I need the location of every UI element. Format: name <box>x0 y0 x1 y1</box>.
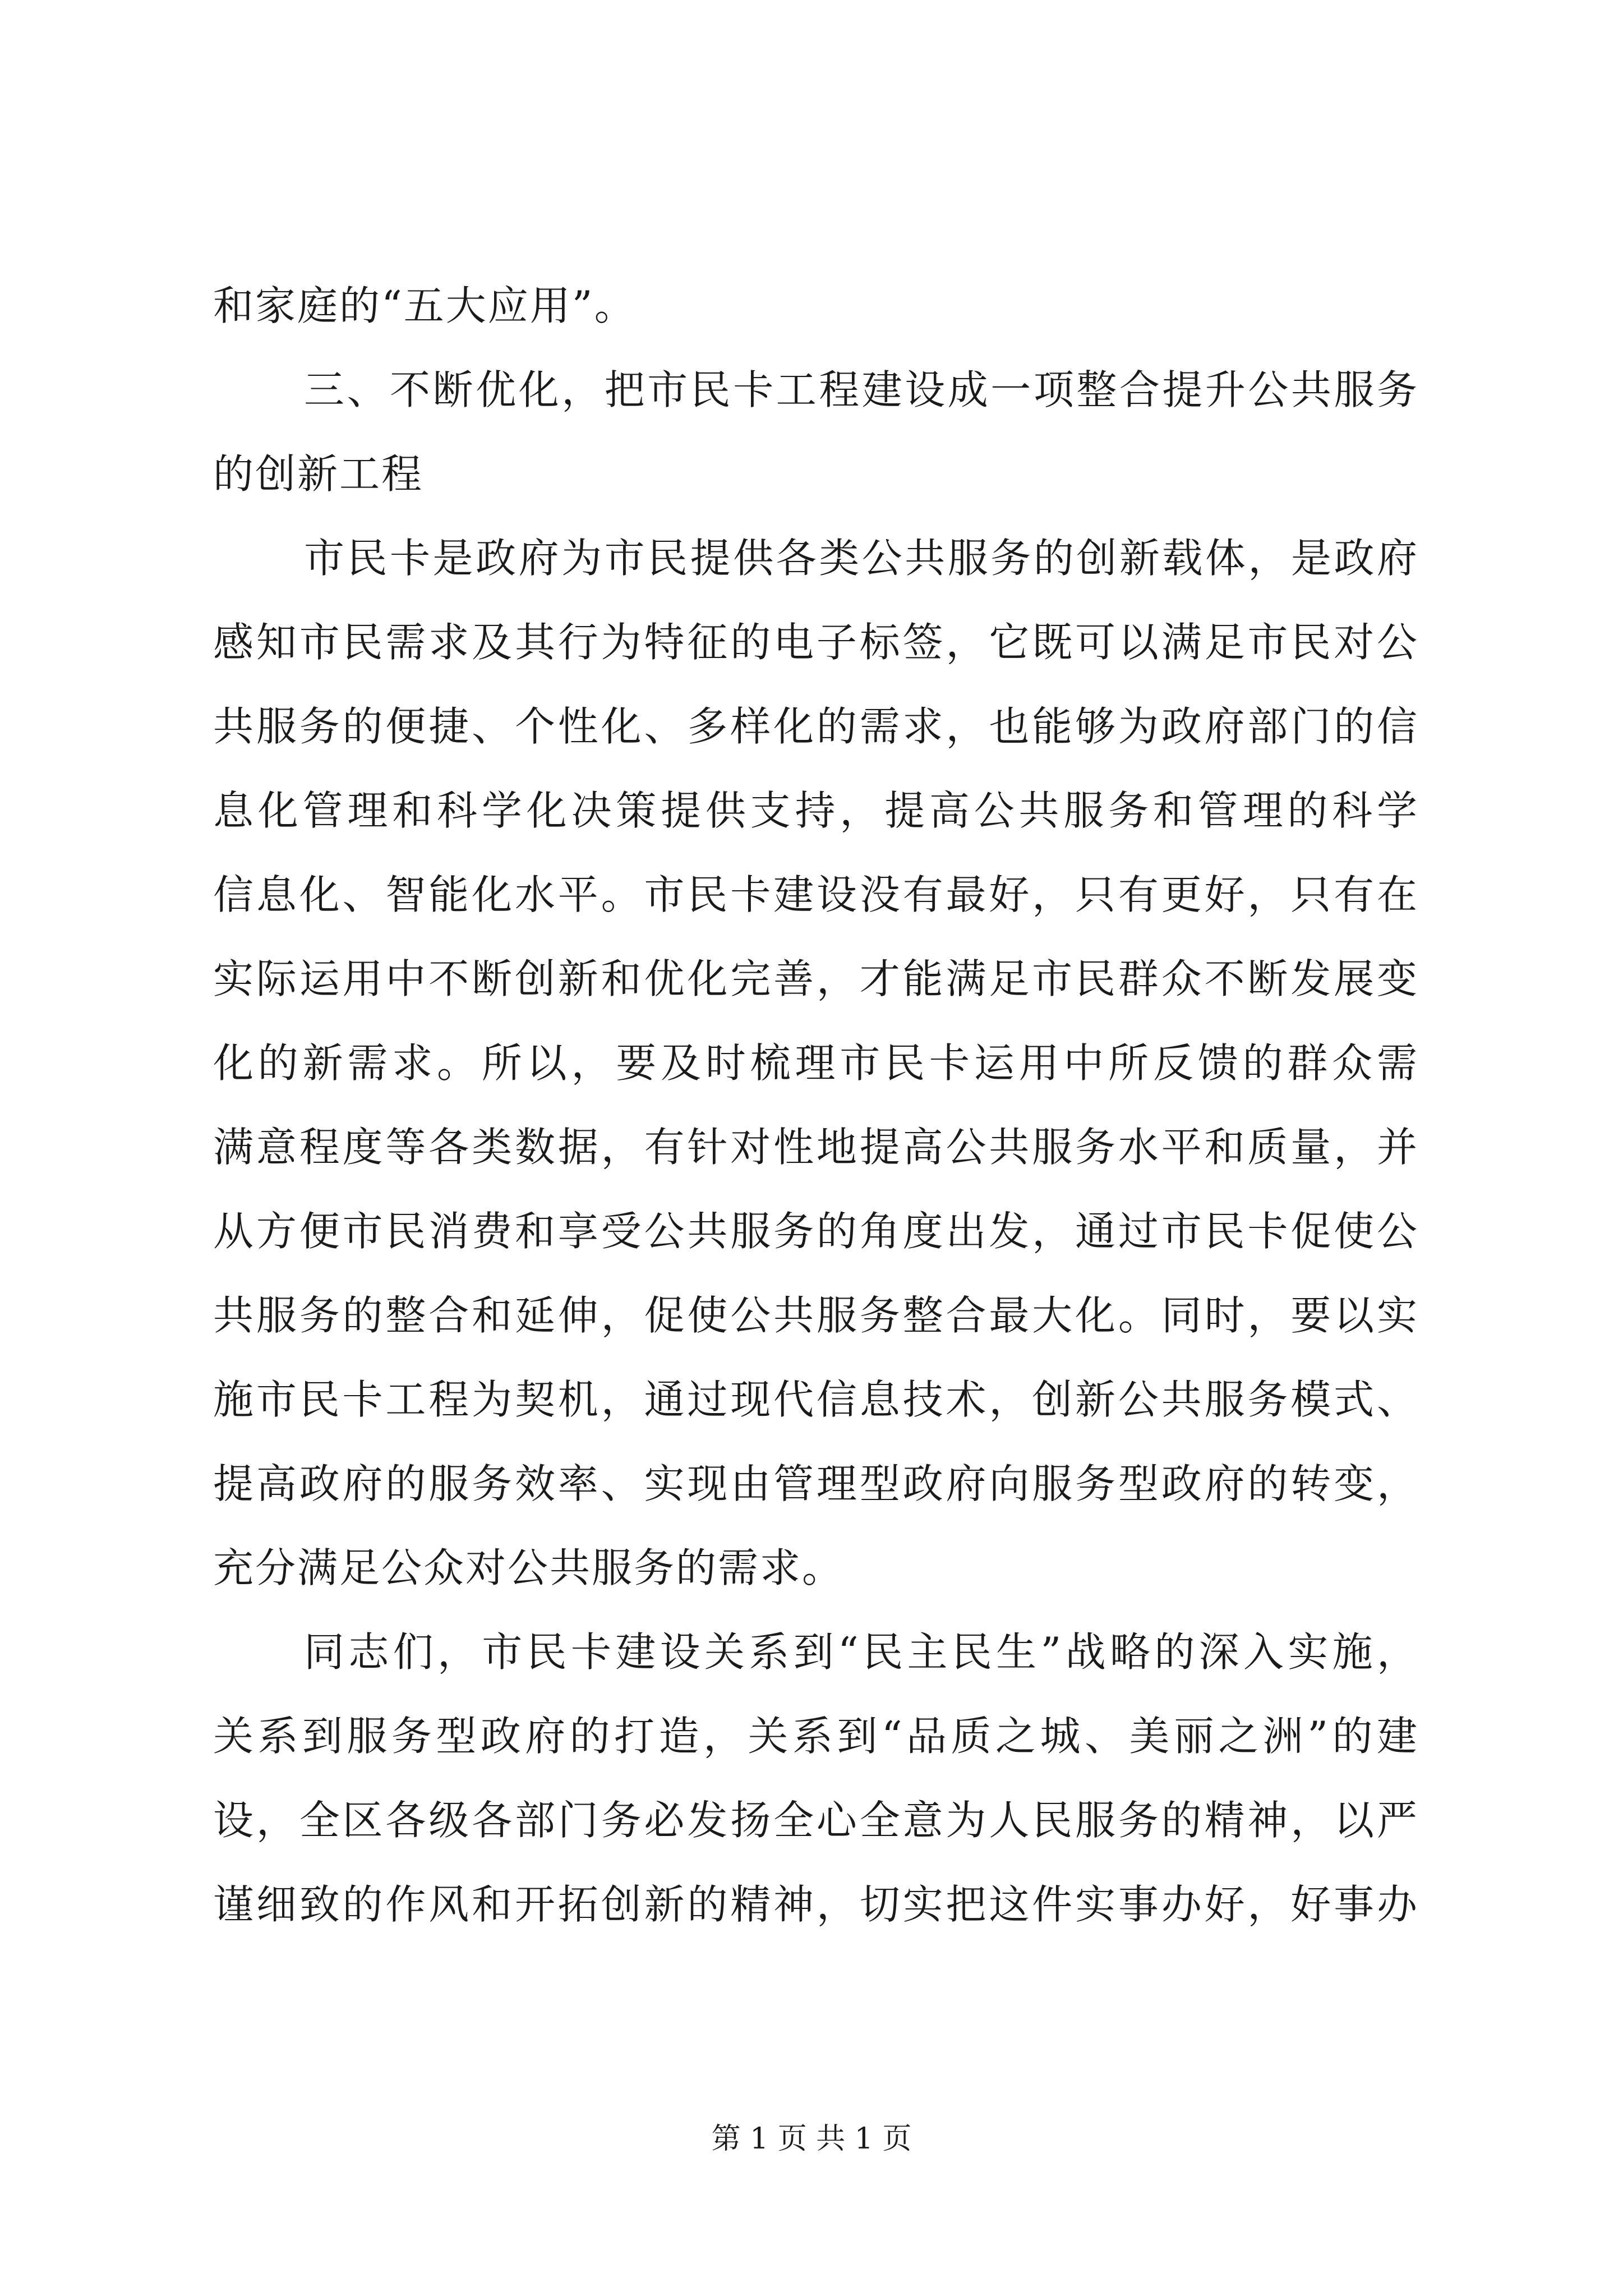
paragraph-line: 谨细致的作风和开拓创新的精神，切实把这件实事办好，好事办 <box>213 1881 1419 1928</box>
page-footer <box>0 2115 1623 2157</box>
paragraph-line: 同志们，市民卡建设关系到“民主民生”战略的深入实施， <box>304 1628 1419 1676</box>
page-number: 第 1 页 共 1 页 <box>711 2122 912 2156</box>
section-heading-line: 三、不断优化，把市民卡工程建设成一项整合提升公共服务 <box>304 366 1419 413</box>
paragraph-line: 共服务的整合和延伸，促使公共服务整合最大化。同时，要以实 <box>213 1292 1419 1339</box>
paragraph-line: 满意程度等各类数据，有针对性地提高公共服务水平和质量，并 <box>213 1124 1419 1171</box>
paragraph-line: 从方便市民消费和享受公共服务的角度出发，通过市民卡促使公 <box>213 1208 1419 1255</box>
paragraph-line: 施市民卡工程为契机，通过现代信息技术，创新公共服务模式、 <box>213 1376 1419 1423</box>
paragraph-line: 共服务的便捷、个性化、多样化的需求，也能够为政府部门的信 <box>213 703 1419 750</box>
paragraph-line: 关系到服务型政府的打造，关系到“品质之城、美丽之洲”的建 <box>213 1713 1419 1760</box>
section-heading-line: 的创新工程 <box>213 450 424 498</box>
paragraph-line: 设，全区各级各部门务必发扬全心全意为人民服务的精神，以严 <box>213 1797 1419 1844</box>
document-body <box>213 264 1419 1947</box>
paragraph-line: 市民卡是政府为市民提供各类公共服务的创新载体，是政府 <box>304 535 1419 582</box>
paragraph-line: 信息化、智能化水平。市民卡建设没有最好，只有更好，只有在 <box>213 871 1419 918</box>
paragraph-line: 息化管理和科学化决策提供支持，提高公共服务和管理的科学 <box>213 787 1419 834</box>
paragraph-line: 提高政府的服务效率、实现由管理型政府向服务型政府的转变， <box>213 1460 1419 1507</box>
paragraph-line: 感知市民需求及其行为特征的电子标签，它既可以满足市民对公 <box>213 619 1419 666</box>
paragraph-line: 和家庭的“五大应用”。 <box>213 282 637 329</box>
paragraph-line: 实际运用中不断创新和优化完善，才能满足市民群众不断发展变 <box>213 955 1419 1002</box>
paragraph-line: 化的新需求。所以，要及时梳理市民卡运用中所反馈的群众需 <box>213 1039 1419 1087</box>
paragraph-line: 充分满足公众对公共服务的需求。 <box>213 1544 845 1591</box>
